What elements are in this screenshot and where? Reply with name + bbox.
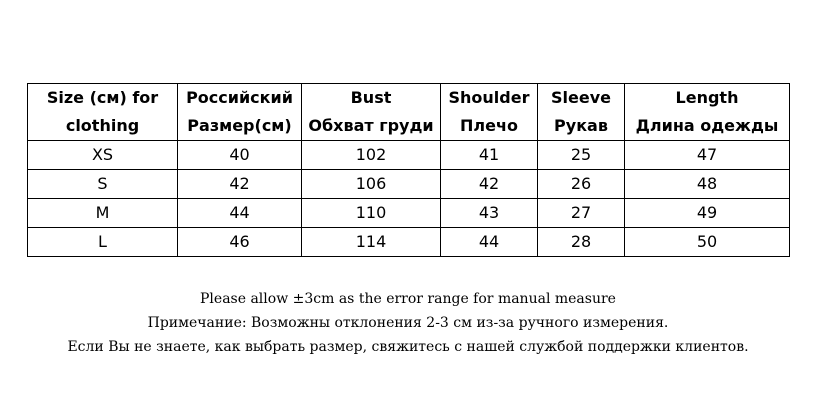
- header-russian-size: [178, 84, 302, 141]
- table-row: [28, 199, 790, 228]
- cell-size: XS: [28, 141, 178, 170]
- table-row: [28, 170, 790, 199]
- note-error-range: Please allow ±3cm as the error range for manual measure: [200, 291, 616, 307]
- cell-length: 50: [625, 228, 790, 257]
- table-row: [28, 141, 790, 170]
- header-size-line2: clothing: [65, 116, 140, 135]
- cell-shoulder: 44: [441, 228, 538, 257]
- header-bust-line1: Bust: [350, 88, 392, 107]
- header-russian-size-line1: Российский: [186, 88, 293, 107]
- header-russian-size-line2: Размер(см): [187, 116, 292, 135]
- cell-sleeve: 25: [538, 141, 625, 170]
- cell-russian-size: 40: [178, 141, 302, 170]
- cell-russian-size: 42: [178, 170, 302, 199]
- header-sleeve: [538, 84, 625, 141]
- note-contact-support: Если Вы не знаете, как выбрать размер, свяжитесь с нашей службой поддержки клиентов.: [67, 339, 749, 355]
- cell-size: L: [28, 228, 178, 257]
- header-size: [28, 84, 178, 141]
- cell-shoulder: 43: [441, 199, 538, 228]
- header-bust: [302, 84, 441, 141]
- table-header-row: [28, 84, 790, 141]
- cell-size: S: [28, 170, 178, 199]
- header-sleeve-line2: Рукав: [554, 116, 608, 135]
- header-sleeve-line1: Sleeve: [551, 88, 611, 107]
- size-chart-table: [27, 83, 790, 257]
- header-shoulder-line2: Плечо: [460, 116, 518, 135]
- cell-bust: 110: [302, 199, 441, 228]
- header-shoulder: [441, 84, 538, 141]
- header-length-line2: Длина одежды: [635, 116, 779, 135]
- header-length-line1: Length: [675, 88, 739, 107]
- cell-length: 47: [625, 141, 790, 170]
- cell-bust: 114: [302, 228, 441, 257]
- cell-length: 48: [625, 170, 790, 199]
- cell-bust: 106: [302, 170, 441, 199]
- cell-russian-size: 44: [178, 199, 302, 228]
- header-shoulder-line1: Shoulder: [448, 88, 530, 107]
- cell-shoulder: 42: [441, 170, 538, 199]
- cell-sleeve: 27: [538, 199, 625, 228]
- cell-size: M: [28, 199, 178, 228]
- cell-bust: 102: [302, 141, 441, 170]
- cell-length: 49: [625, 199, 790, 228]
- header-bust-line2: Обхват груди: [308, 116, 434, 135]
- cell-sleeve: 26: [538, 170, 625, 199]
- cell-shoulder: 41: [441, 141, 538, 170]
- notes-block: [0, 287, 816, 359]
- table-row: [28, 228, 790, 257]
- header-size-line1: Size (см) for: [46, 88, 159, 107]
- cell-sleeve: 28: [538, 228, 625, 257]
- note-measurement-deviation: Примечание: Возможны отклонения 2-3 см из-за ручного измерения.: [147, 315, 669, 331]
- header-length: [625, 84, 790, 141]
- cell-russian-size: 46: [178, 228, 302, 257]
